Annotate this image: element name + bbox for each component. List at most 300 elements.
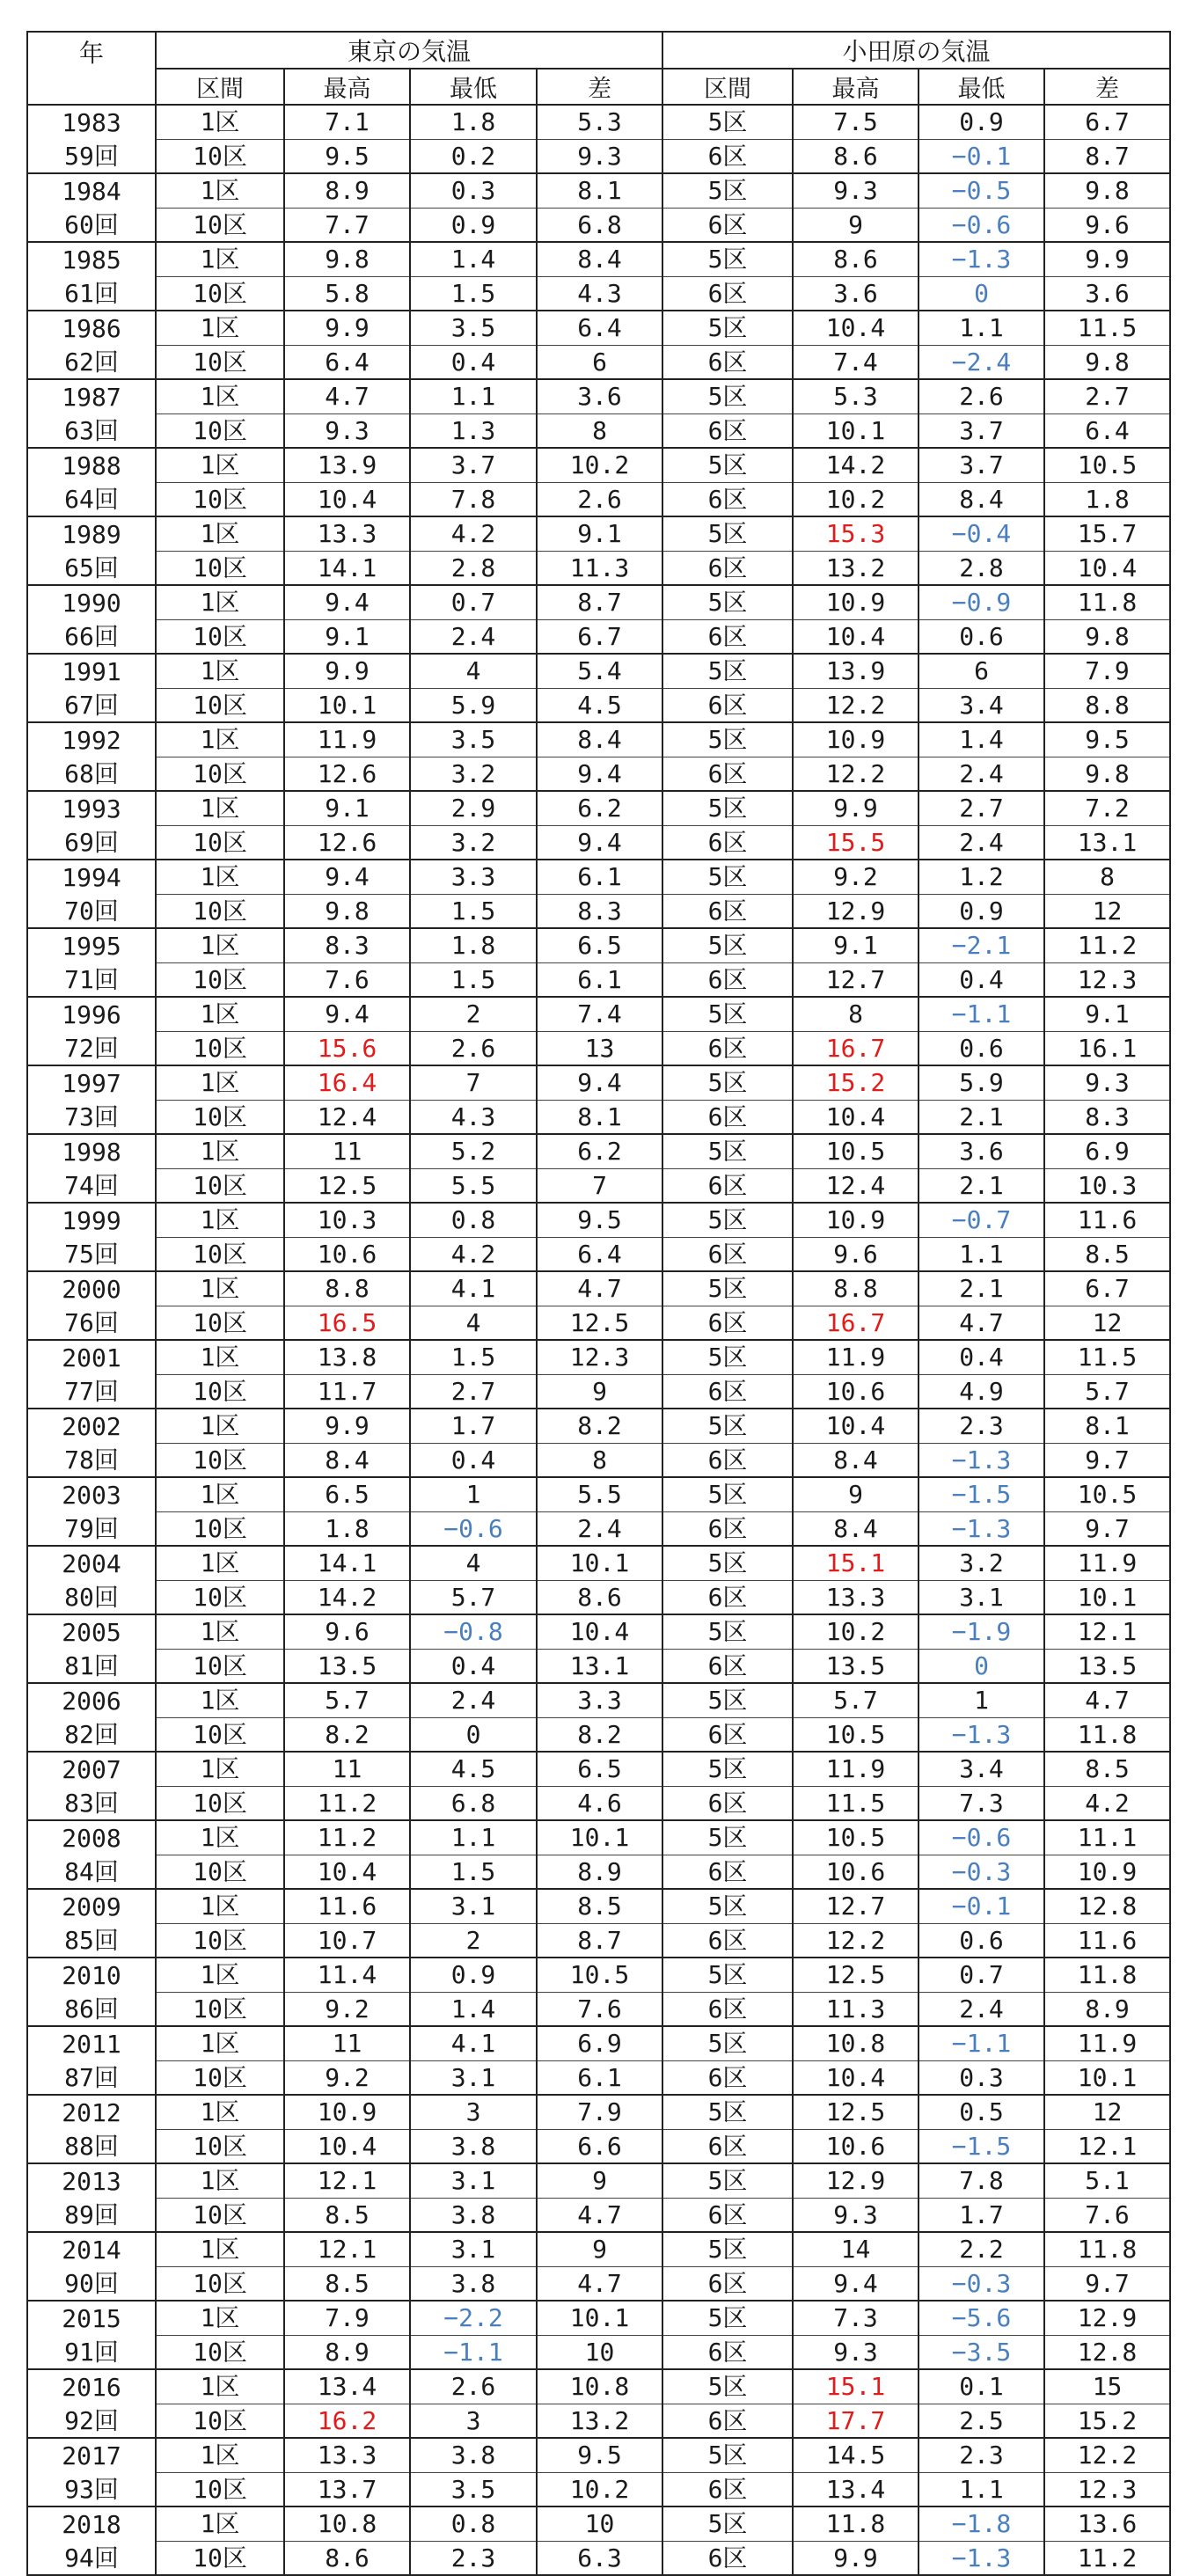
table-row	[27, 2369, 1170, 2404]
tokyo-max-cell: 12.1	[284, 2163, 410, 2198]
tokyo-diff-cell: 4.7	[537, 1271, 662, 1306]
table-row	[27, 2541, 1170, 2575]
tokyo-max-cell: 9.4	[284, 997, 410, 1031]
tokyo-max-cell: 7.6	[284, 962, 410, 997]
tokyo-diff-cell: 9	[537, 2163, 662, 2198]
tokyo-section-cell: 1区	[156, 311, 284, 345]
odawara-diff-header: 差	[1044, 69, 1170, 105]
odawara-max-cell: 9.4	[793, 2266, 919, 2301]
table-row	[27, 1271, 1170, 1306]
odawara-min-cell: 1.1	[919, 311, 1044, 345]
odawara-max-cell: 9.3	[793, 173, 919, 208]
tokyo-max-cell: 10.8	[284, 2506, 410, 2541]
table-row	[27, 1306, 1170, 1340]
tokyo-section-cell: 10区	[156, 1168, 284, 1203]
table-row	[27, 516, 1170, 551]
odawara-section-cell: 5区	[662, 791, 793, 825]
table-row	[27, 2026, 1170, 2060]
table-row	[27, 1752, 1170, 1786]
odawara-section-cell: 6区	[662, 825, 793, 860]
tokyo-max-cell: 8.6	[284, 2541, 410, 2575]
tokyo-max-cell: 8.2	[284, 1717, 410, 1752]
tokyo-diff-cell: 9	[537, 1374, 662, 1409]
odawara-section-cell: 6区	[662, 962, 793, 997]
table-row	[27, 1340, 1170, 1374]
tokyo-min-cell: 2.6	[410, 1031, 537, 1065]
table-row	[27, 345, 1170, 379]
table-row	[27, 619, 1170, 654]
year-cell: 69回	[27, 825, 156, 860]
tokyo-section-cell: 10区	[156, 2266, 284, 2301]
odawara-diff-cell: 8.7	[1044, 139, 1170, 173]
tokyo-diff-cell: 5.5	[537, 1477, 662, 1511]
odawara-section-cell: 5区	[662, 654, 793, 688]
odawara-section-cell: 6区	[662, 1649, 793, 1683]
table-row	[27, 1237, 1170, 1271]
year-cell: 74回	[27, 1168, 156, 1203]
table-row	[27, 1409, 1170, 1443]
year-cell: 80回	[27, 1580, 156, 1614]
tokyo-section-cell: 10区	[156, 1855, 284, 1889]
odawara-section-cell: 6区	[662, 2335, 793, 2369]
odawara-diff-cell: 10.5	[1044, 448, 1170, 482]
tokyo-diff-cell: 6.4	[537, 311, 662, 345]
table-row	[27, 2438, 1170, 2472]
year-cell: 2006	[27, 1683, 156, 1717]
odawara-diff-cell: 12	[1044, 894, 1170, 928]
year-cell: 83回	[27, 1786, 156, 1820]
table-row	[27, 173, 1170, 208]
odawara-max-cell: 8	[793, 997, 919, 1031]
odawara-min-cell: 4.7	[919, 1306, 1044, 1340]
odawara-diff-cell: 11.2	[1044, 2541, 1170, 2575]
odawara-max-cell: 10.5	[793, 1820, 919, 1855]
tokyo-min-cell: 3.8	[410, 2438, 537, 2472]
odawara-max-cell: 12.2	[793, 688, 919, 722]
odawara-min-cell: 0	[919, 1649, 1044, 1683]
tokyo-section-cell: 10区	[156, 1031, 284, 1065]
tokyo-max-cell: 8.9	[284, 2335, 410, 2369]
table-row	[27, 2506, 1170, 2541]
odawara-max-cell: 14.5	[793, 2438, 919, 2472]
tokyo-min-cell: 4.1	[410, 2026, 537, 2060]
year-cell: 71回	[27, 962, 156, 997]
tokyo-min-cell: 4	[410, 1546, 537, 1580]
year-cell: 2014	[27, 2232, 156, 2266]
odawara-max-cell: 11.5	[793, 1786, 919, 1820]
tokyo-section-cell: 10区	[156, 139, 284, 173]
tokyo-diff-cell: 6.1	[537, 860, 662, 894]
tokyo-min-cell: 1.5	[410, 962, 537, 997]
tokyo-min-cell: 1.4	[410, 1992, 537, 2026]
odawara-diff-cell: 12	[1044, 2095, 1170, 2129]
odawara-min-cell: −1.9	[919, 1614, 1044, 1649]
tokyo-min-cell: 1.5	[410, 1855, 537, 1889]
tokyo-max-cell: 5.7	[284, 1683, 410, 1717]
odawara-min-cell: 7.8	[919, 2163, 1044, 2198]
tokyo-section-cell: 10区	[156, 482, 284, 516]
table-row	[27, 208, 1170, 242]
odawara-section-cell: 6区	[662, 1992, 793, 2026]
tokyo-min-cell: 3.7	[410, 448, 537, 482]
odawara-min-cell: 0.1	[919, 2369, 1044, 2404]
odawara-min-cell: 0.4	[919, 962, 1044, 997]
odawara-diff-cell: 10.4	[1044, 551, 1170, 585]
tokyo-section-cell: 1区	[156, 242, 284, 276]
year-cell: 65回	[27, 551, 156, 585]
odawara-diff-cell: 11.5	[1044, 311, 1170, 345]
tokyo-diff-cell: 6.4	[537, 1237, 662, 1271]
table-row	[27, 1168, 1170, 1203]
tokyo-max-cell: 13.8	[284, 1340, 410, 1374]
tokyo-diff-cell: 10.4	[537, 1614, 662, 1649]
year-cell: 1992	[27, 722, 156, 757]
odawara-section-cell: 5区	[662, 2026, 793, 2060]
tokyo-max-cell: 8.4	[284, 1443, 410, 1477]
table-row	[27, 1855, 1170, 1889]
table-row	[27, 1923, 1170, 1958]
table-row	[27, 379, 1170, 413]
odawara-min-cell: 0.7	[919, 1958, 1044, 1992]
table-row	[27, 1374, 1170, 1409]
tokyo-diff-cell: 8	[537, 1443, 662, 1477]
odawara-min-cell: 3.1	[919, 1580, 1044, 1614]
tokyo-section-cell: 1区	[156, 1340, 284, 1374]
odawara-min-cell: 2.7	[919, 791, 1044, 825]
tokyo-section-cell: 1区	[156, 2095, 284, 2129]
tokyo-diff-cell: 2.4	[537, 1511, 662, 1546]
odawara-max-cell: 10.4	[793, 619, 919, 654]
tokyo-diff-cell: 8.1	[537, 1100, 662, 1134]
tokyo-max-cell: 9.2	[284, 1992, 410, 2026]
tokyo-section-cell: 1区	[156, 654, 284, 688]
tokyo-min-cell: 3.3	[410, 860, 537, 894]
year-cell: 1998	[27, 1134, 156, 1168]
tokyo-section-cell: 10区	[156, 2472, 284, 2506]
odawara-diff-cell: 11.5	[1044, 1340, 1170, 1374]
tokyo-min-cell: 2.4	[410, 619, 537, 654]
odawara-diff-cell: 12.1	[1044, 1614, 1170, 1649]
tokyo-max-cell: 6.4	[284, 345, 410, 379]
table-body	[27, 105, 1170, 2575]
odawara-max-cell: 12.9	[793, 894, 919, 928]
odawara-min-cell: 5.9	[919, 1065, 1044, 1100]
year-cell: 68回	[27, 757, 156, 791]
table-row	[27, 1511, 1170, 1546]
tokyo-diff-cell: 11.3	[537, 551, 662, 585]
tokyo-diff-cell: 6.5	[537, 928, 662, 962]
odawara-diff-cell: 6.9	[1044, 1134, 1170, 1168]
odawara-min-cell: 1.7	[919, 2198, 1044, 2232]
odawara-diff-cell: 13.1	[1044, 825, 1170, 860]
tokyo-min-cell: 1.1	[410, 1820, 537, 1855]
tokyo-diff-cell: 10.2	[537, 448, 662, 482]
odawara-section-cell: 6区	[662, 1580, 793, 1614]
tokyo-max-cell: 9.4	[284, 585, 410, 619]
year-cell: 2001	[27, 1340, 156, 1374]
tokyo-diff-cell: 9.4	[537, 757, 662, 791]
odawara-section-cell: 6区	[662, 894, 793, 928]
year-cell: 2003	[27, 1477, 156, 1511]
odawara-diff-cell: 15.2	[1044, 2404, 1170, 2438]
odawara-max-cell: 9.1	[793, 928, 919, 962]
tokyo-section-cell: 1区	[156, 1546, 284, 1580]
tokyo-max-cell: 9.3	[284, 413, 410, 448]
tokyo-diff-cell: 3.6	[537, 379, 662, 413]
tokyo-min-cell: 1.7	[410, 1409, 537, 1443]
odawara-section-cell: 6区	[662, 208, 793, 242]
odawara-max-cell: 9	[793, 1477, 919, 1511]
tokyo-min-cell: 7	[410, 1065, 537, 1100]
tokyo-max-cell: 9.8	[284, 894, 410, 928]
odawara-diff-cell: 8.3	[1044, 1100, 1170, 1134]
odawara-min-cell: 2.4	[919, 757, 1044, 791]
odawara-max-cell: 10.4	[793, 2060, 919, 2095]
odawara-diff-cell: 9.7	[1044, 2266, 1170, 2301]
tokyo-max-cell: 9.1	[284, 791, 410, 825]
tokyo-max-cell: 13.3	[284, 2438, 410, 2472]
odawara-min-cell: 2.2	[919, 2232, 1044, 2266]
odawara-min-cell: −1.3	[919, 1443, 1044, 1477]
odawara-section-cell: 5区	[662, 1409, 793, 1443]
tokyo-min-cell: 4.3	[410, 1100, 537, 1134]
tokyo-section-cell: 10区	[156, 1511, 284, 1546]
tokyo-min-cell: 4.2	[410, 516, 537, 551]
tokyo-diff-cell: 10.1	[537, 1546, 662, 1580]
tokyo-section-cell: 10区	[156, 413, 284, 448]
tokyo-min-cell: 1	[410, 1477, 537, 1511]
tokyo-min-header: 最低	[410, 69, 537, 105]
table-row	[27, 2060, 1170, 2095]
odawara-diff-cell: 12	[1044, 1306, 1170, 1340]
odawara-diff-cell: 9.5	[1044, 722, 1170, 757]
table-row	[27, 413, 1170, 448]
odawara-section-cell: 6区	[662, 482, 793, 516]
tokyo-diff-cell: 10.1	[537, 2301, 662, 2335]
odawara-max-cell: 10.6	[793, 1855, 919, 1889]
tokyo-min-cell: 0.4	[410, 345, 537, 379]
odawara-min-cell: 2.5	[919, 2404, 1044, 2438]
tokyo-diff-cell: 6.1	[537, 962, 662, 997]
tokyo-diff-cell: 8.3	[537, 894, 662, 928]
odawara-max-cell: 11.9	[793, 1752, 919, 1786]
tokyo-min-cell: 3	[410, 2095, 537, 2129]
tokyo-max-cell: 12.5	[284, 1168, 410, 1203]
odawara-max-cell: 15.1	[793, 2369, 919, 2404]
tokyo-section-cell: 1区	[156, 1614, 284, 1649]
tokyo-section-cell: 1区	[156, 1203, 284, 1237]
odawara-min-cell: 2.4	[919, 825, 1044, 860]
tokyo-diff-cell: 13.2	[537, 2404, 662, 2438]
odawara-min-cell: 2.3	[919, 1409, 1044, 1443]
year-cell: 90回	[27, 2266, 156, 2301]
table-row	[27, 1443, 1170, 1477]
tokyo-diff-cell: 5.3	[537, 105, 662, 139]
tokyo-max-cell: 13.5	[284, 1649, 410, 1683]
odawara-section-cell: 5区	[662, 860, 793, 894]
tokyo-section-cell: 10区	[156, 825, 284, 860]
odawara-min-cell: −0.1	[919, 139, 1044, 173]
year-cell: 1987	[27, 379, 156, 413]
tokyo-section-cell: 1区	[156, 1409, 284, 1443]
year-cell: 1991	[27, 654, 156, 688]
odawara-min-cell: −1.1	[919, 997, 1044, 1031]
year-cell: 1986	[27, 311, 156, 345]
odawara-diff-cell: 9.7	[1044, 1443, 1170, 1477]
odawara-diff-cell: 9.8	[1044, 757, 1170, 791]
odawara-diff-cell: 12.8	[1044, 2335, 1170, 2369]
tokyo-max-cell: 8.8	[284, 1271, 410, 1306]
tokyo-diff-cell: 9.1	[537, 516, 662, 551]
tokyo-section-cell: 10区	[156, 1649, 284, 1683]
tokyo-diff-cell: 4.7	[537, 2198, 662, 2232]
tokyo-min-cell: 2.7	[410, 1374, 537, 1409]
odawara-diff-cell: 15.7	[1044, 516, 1170, 551]
tokyo-max-cell: 9.5	[284, 139, 410, 173]
tokyo-diff-cell: 13.1	[537, 1649, 662, 1683]
odawara-diff-cell: 6.7	[1044, 1271, 1170, 1306]
tokyo-diff-cell: 8.7	[537, 1923, 662, 1958]
tokyo-section-cell: 1区	[156, 2232, 284, 2266]
odawara-max-cell: 8.4	[793, 1511, 919, 1546]
odawara-min-cell: 3.7	[919, 448, 1044, 482]
year-cell: 2017	[27, 2438, 156, 2472]
odawara-diff-cell: 10.1	[1044, 1580, 1170, 1614]
tokyo-diff-cell: 3.3	[537, 1683, 662, 1717]
tokyo-max-cell: 13.7	[284, 2472, 410, 2506]
odawara-diff-cell: 12.9	[1044, 2301, 1170, 2335]
table-row	[27, 551, 1170, 585]
odawara-header: 小田原の気温	[662, 32, 1170, 69]
odawara-diff-cell: 2.7	[1044, 379, 1170, 413]
year-cell: 2008	[27, 1820, 156, 1855]
tokyo-max-cell: 8.5	[284, 2266, 410, 2301]
tokyo-section-cell: 10区	[156, 2335, 284, 2369]
table-row	[27, 1649, 1170, 1683]
year-cell: 64回	[27, 482, 156, 516]
odawara-max-header: 最高	[793, 69, 919, 105]
table-row	[27, 1477, 1170, 1511]
tokyo-section-cell: 1区	[156, 860, 284, 894]
tokyo-max-cell: 11.2	[284, 1820, 410, 1855]
year-header: 年	[27, 32, 156, 105]
tokyo-diff-cell: 12.5	[537, 1306, 662, 1340]
odawara-section-cell: 6区	[662, 276, 793, 311]
tokyo-max-cell: 10.6	[284, 1237, 410, 1271]
table-row	[27, 825, 1170, 860]
odawara-diff-cell: 4.7	[1044, 1683, 1170, 1717]
tokyo-min-cell: 0.8	[410, 2506, 537, 2541]
year-cell: 86回	[27, 1992, 156, 2026]
tokyo-max-cell: 13.4	[284, 2369, 410, 2404]
table-row	[27, 1100, 1170, 1134]
tokyo-max-cell: 9.9	[284, 311, 410, 345]
table-row	[27, 654, 1170, 688]
odawara-max-cell: 10.4	[793, 311, 919, 345]
table-row	[27, 1580, 1170, 1614]
tokyo-section-cell: 1区	[156, 997, 284, 1031]
tokyo-min-cell: 4.1	[410, 1271, 537, 1306]
odawara-max-cell: 10.2	[793, 482, 919, 516]
odawara-min-cell: −0.4	[919, 516, 1044, 551]
tokyo-section-cell: 10区	[156, 551, 284, 585]
odawara-section-cell: 6区	[662, 1031, 793, 1065]
odawara-min-cell: 3.4	[919, 1752, 1044, 1786]
tokyo-diff-cell: 6.8	[537, 208, 662, 242]
odawara-min-cell: 0.6	[919, 1923, 1044, 1958]
tokyo-diff-cell: 8.9	[537, 1855, 662, 1889]
odawara-diff-cell: 15	[1044, 2369, 1170, 2404]
tokyo-max-cell: 12.4	[284, 1100, 410, 1134]
odawara-min-cell: 0.5	[919, 2095, 1044, 2129]
year-cell: 81回	[27, 1649, 156, 1683]
odawara-section-header: 区間	[662, 69, 793, 105]
tokyo-min-cell: 2	[410, 1923, 537, 1958]
table-row	[27, 1786, 1170, 1820]
odawara-min-cell: −0.6	[919, 1820, 1044, 1855]
odawara-diff-cell: 9.9	[1044, 242, 1170, 276]
tokyo-diff-cell: 9.5	[537, 2438, 662, 2472]
tokyo-min-cell: 2.9	[410, 791, 537, 825]
table-row	[27, 962, 1170, 997]
tokyo-section-cell: 1区	[156, 1752, 284, 1786]
odawara-min-cell: 2.8	[919, 551, 1044, 585]
table-row	[27, 1203, 1170, 1237]
odawara-max-cell: 13.3	[793, 1580, 919, 1614]
odawara-min-cell: 2.1	[919, 1271, 1044, 1306]
odawara-diff-cell: 10.9	[1044, 1855, 1170, 1889]
table-row	[27, 139, 1170, 173]
odawara-diff-cell: 8	[1044, 860, 1170, 894]
odawara-min-cell: 2.6	[919, 379, 1044, 413]
tokyo-min-cell: 5.7	[410, 1580, 537, 1614]
odawara-max-cell: 9.3	[793, 2198, 919, 2232]
tokyo-diff-cell: 7.9	[537, 2095, 662, 2129]
tokyo-max-cell: 11.6	[284, 1889, 410, 1923]
odawara-section-cell: 5区	[662, 311, 793, 345]
odawara-max-cell: 10.5	[793, 1134, 919, 1168]
tokyo-diff-cell: 9.4	[537, 1065, 662, 1100]
tokyo-section-cell: 1区	[156, 105, 284, 139]
odawara-section-cell: 6区	[662, 1237, 793, 1271]
odawara-max-cell: 3.6	[793, 276, 919, 311]
odawara-diff-cell: 9.8	[1044, 173, 1170, 208]
tokyo-section-cell: 10区	[156, 1992, 284, 2026]
tokyo-section-cell: 1区	[156, 2506, 284, 2541]
tokyo-max-cell: 10.4	[284, 1855, 410, 1889]
odawara-section-cell: 5区	[662, 928, 793, 962]
tokyo-diff-cell: 10.5	[537, 1958, 662, 1992]
odawara-min-cell: −1.1	[919, 2026, 1044, 2060]
tokyo-diff-header: 差	[537, 69, 662, 105]
odawara-section-cell: 5区	[662, 105, 793, 139]
odawara-diff-cell: 7.2	[1044, 791, 1170, 825]
odawara-min-cell: 4.9	[919, 1374, 1044, 1409]
odawara-section-cell: 5区	[662, 2369, 793, 2404]
odawara-section-cell: 5区	[662, 1340, 793, 1374]
odawara-diff-cell: 8.1	[1044, 1409, 1170, 1443]
tokyo-section-cell: 10区	[156, 208, 284, 242]
tokyo-min-cell: 2.4	[410, 1683, 537, 1717]
tokyo-section-cell: 1区	[156, 1683, 284, 1717]
tokyo-section-cell: 10区	[156, 1786, 284, 1820]
table-row	[27, 928, 1170, 962]
tokyo-min-cell: 0.4	[410, 1649, 537, 1683]
odawara-diff-cell: 12.3	[1044, 962, 1170, 997]
tokyo-section-cell: 1区	[156, 2026, 284, 2060]
tokyo-diff-cell: 8.7	[537, 585, 662, 619]
odawara-max-cell: 10.9	[793, 722, 919, 757]
